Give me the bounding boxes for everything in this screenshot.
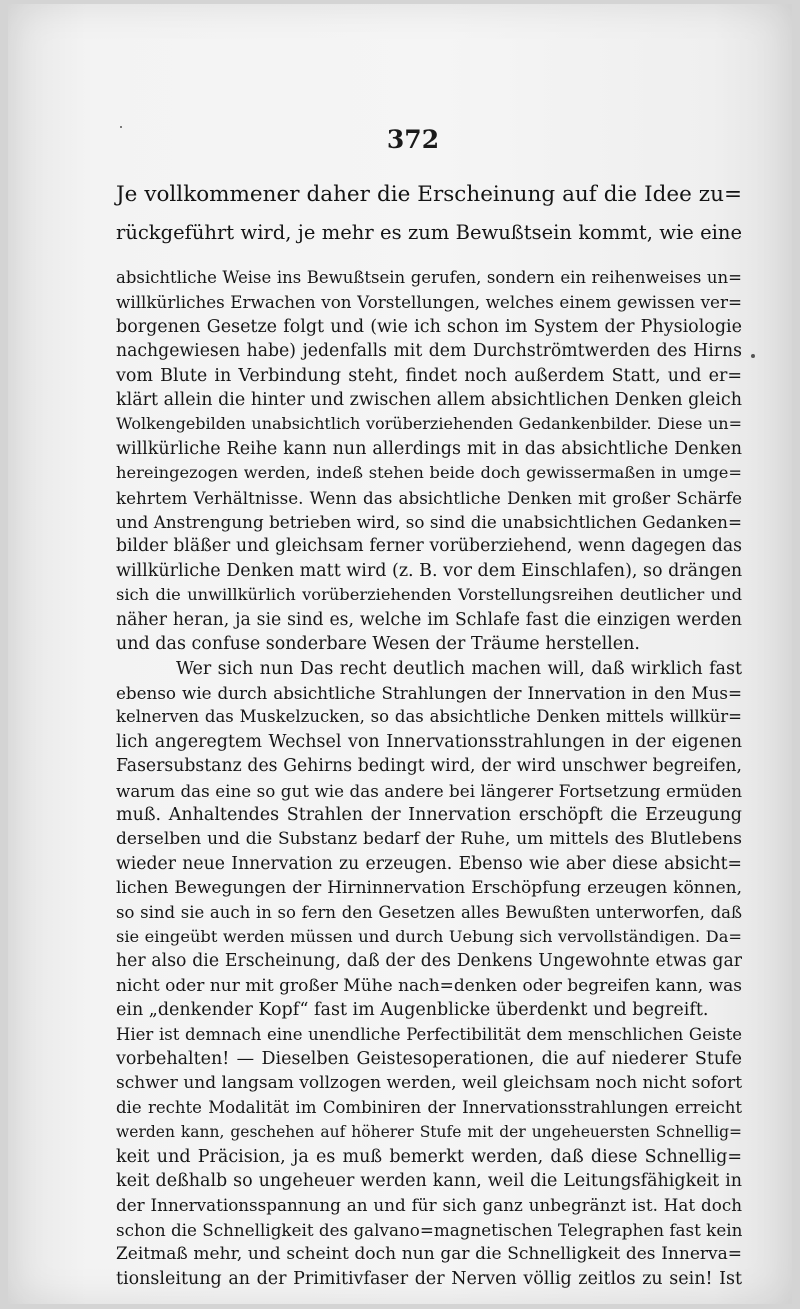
body-line: muß. Anhaltendes Strahlen der Innervation erschöpft die Erzeugung [116,804,742,825]
body-line: bilder bläßer und gleichsam ferner vorüberziehend, wenn dagegen das [116,536,742,557]
body-line: werden kann, geschehen auf höherer Stufe mit der ungeheuersten Schnellig= [116,1123,742,1142]
book-page [8,4,792,1304]
body-line: ebenso wie durch absichtliche Strahlungen der Innervation in den Mus= [116,682,742,703]
body-line: der Innervationsspannung an und für sich ganz unbegränzt ist. Hat doch [116,1195,742,1216]
body-line: und das confuse sonderbare Wesen der Träume herstellen. [116,634,640,655]
body-line: warum das eine so gut wie das andere bei längerer Fortsetzung ermüden [116,780,742,801]
body-line: keit und Präcision, ja es muß bemerkt werden, daß diese Schnellig= [116,1146,742,1167]
body-line: borgenen Gesetze folgt und (wie ich schon im System der Physiologie [116,316,742,337]
body-line: nicht oder nur mit großer Mühe nach=denken oder begreifen kann, was [116,975,742,996]
body-line: kehrtem Verhältnisse. Wenn das absichtliche Denken mit großer Schärfe [116,487,742,508]
print-speck [120,126,122,128]
body-line: willkürliche Reihe kann nun allerdings mit in das absichtliche Denken [116,438,742,459]
body-line: derselben und die Substanz bedarf der Ruhe, um mittels des Blutlebens [116,829,742,850]
body-line: lich angeregtem Wechsel von Innervationsstrahlungen in der eigenen [116,731,742,752]
body-line: vom Blute in Verbindung steht, findet noch außerdem Statt, und er= [116,365,742,386]
body-line: sie eingeübt werden müssen und durch Uebung sich vervollständigen. Da= [116,926,742,946]
body-line: schon die Schnelligkeit des galvano=magnetischen Telegraphen fast kein [116,1219,742,1240]
body-line: Fasersubstanz des Gehirns bedingt wird, der wird unschwer begreifen, [116,756,742,777]
body-line: lichen Bewegungen der Hirninnervation Erschöpfung erzeugen können, [116,878,742,899]
body-line: kelnerven das Muskelzucken, so das absichtliche Denken mittels willkür= [116,707,742,727]
lead-line: rückgeführt wird, je mehr es zum Bewußtsein kommt, wie eine [116,221,742,244]
body-line: willkürliches Erwachen von Vorstellungen, welches einem gewissen ver= [116,292,742,313]
body-line: her also die Erscheinung, daß der des Denkens Ungewohnte etwas gar [116,951,742,972]
body-line: hereingezogen werden, indeß stehen beide doch gewissermaßen in umge= [116,463,742,483]
body-line: Wolkengebilden unabsichtlich vorüberziehenden Gedankenbilder. Diese un= [116,414,742,434]
body-line: tionsleitung an der Primitivfaser der Nerven völlig zeitlos zu sein! Ist [116,1268,742,1289]
body-line: näher heran, ja sie sind es, welche im Schlafe fast die einzigen werden [116,609,742,630]
body-line: Hier ist demnach eine unendliche Perfectibilität dem menschlichen Geiste [116,1024,742,1044]
body-line: Zeitmaß mehr, und scheint doch nun gar die Schnelligkeit des Innerva= [116,1244,742,1265]
print-speck [751,354,755,358]
body-line: und Anstrengung betrieben wird, so sind die unabsichtlichen Gedanken= [116,512,742,533]
lead-line: Je vollkommener daher die Erscheinung auf die Idee zu= [116,182,742,207]
body-line: absichtliche Weise ins Bewußtsein gerufen, sondern ein reihenweises un= [116,268,742,287]
body-line: so sind sie auch in so fern den Gesetzen alles Bewußten unterworfen, daß [116,902,742,922]
body-line: willkürliche Denken matt wird (z. B. vor dem Einschlafen), so drängen [116,560,742,581]
body-line: schwer und langsam vollzogen werden, weil gleichsam noch nicht sofort [116,1073,742,1094]
body-line: keit deßhalb so ungeheuer werden kann, weil die Leitungsfähigkeit in [116,1171,742,1192]
page-number: 372 [386,125,440,154]
body-line: wieder neue Innervation zu erzeugen. Ebenso wie aber diese absicht= [116,853,742,874]
body-line: sich die unwillkürlich vorüberziehenden Vorstellungsreihen deutlicher und [116,585,742,605]
body-text [116,266,742,1291]
body-line: die rechte Modalität im Combiniren der Innervationsstrahlungen erreicht [116,1097,742,1117]
body-line: Wer sich nun Das recht deutlich machen will, daß wirklich fast [176,658,742,679]
body-line: ein „denkender Kopf“ fast im Augenblicke überdenkt und begreift. [116,1000,709,1021]
body-line: klärt allein die hinter und zwischen allem absichtlichen Denken gleich [116,390,742,411]
body-line: vorbehalten! — Dieselben Geistesoperationen, die auf niederer Stufe [116,1049,742,1069]
body-line: nachgewiesen habe) jedenfalls mit dem Durchströmtwerden des Hirns [116,341,742,362]
lead-paragraph [116,176,742,252]
